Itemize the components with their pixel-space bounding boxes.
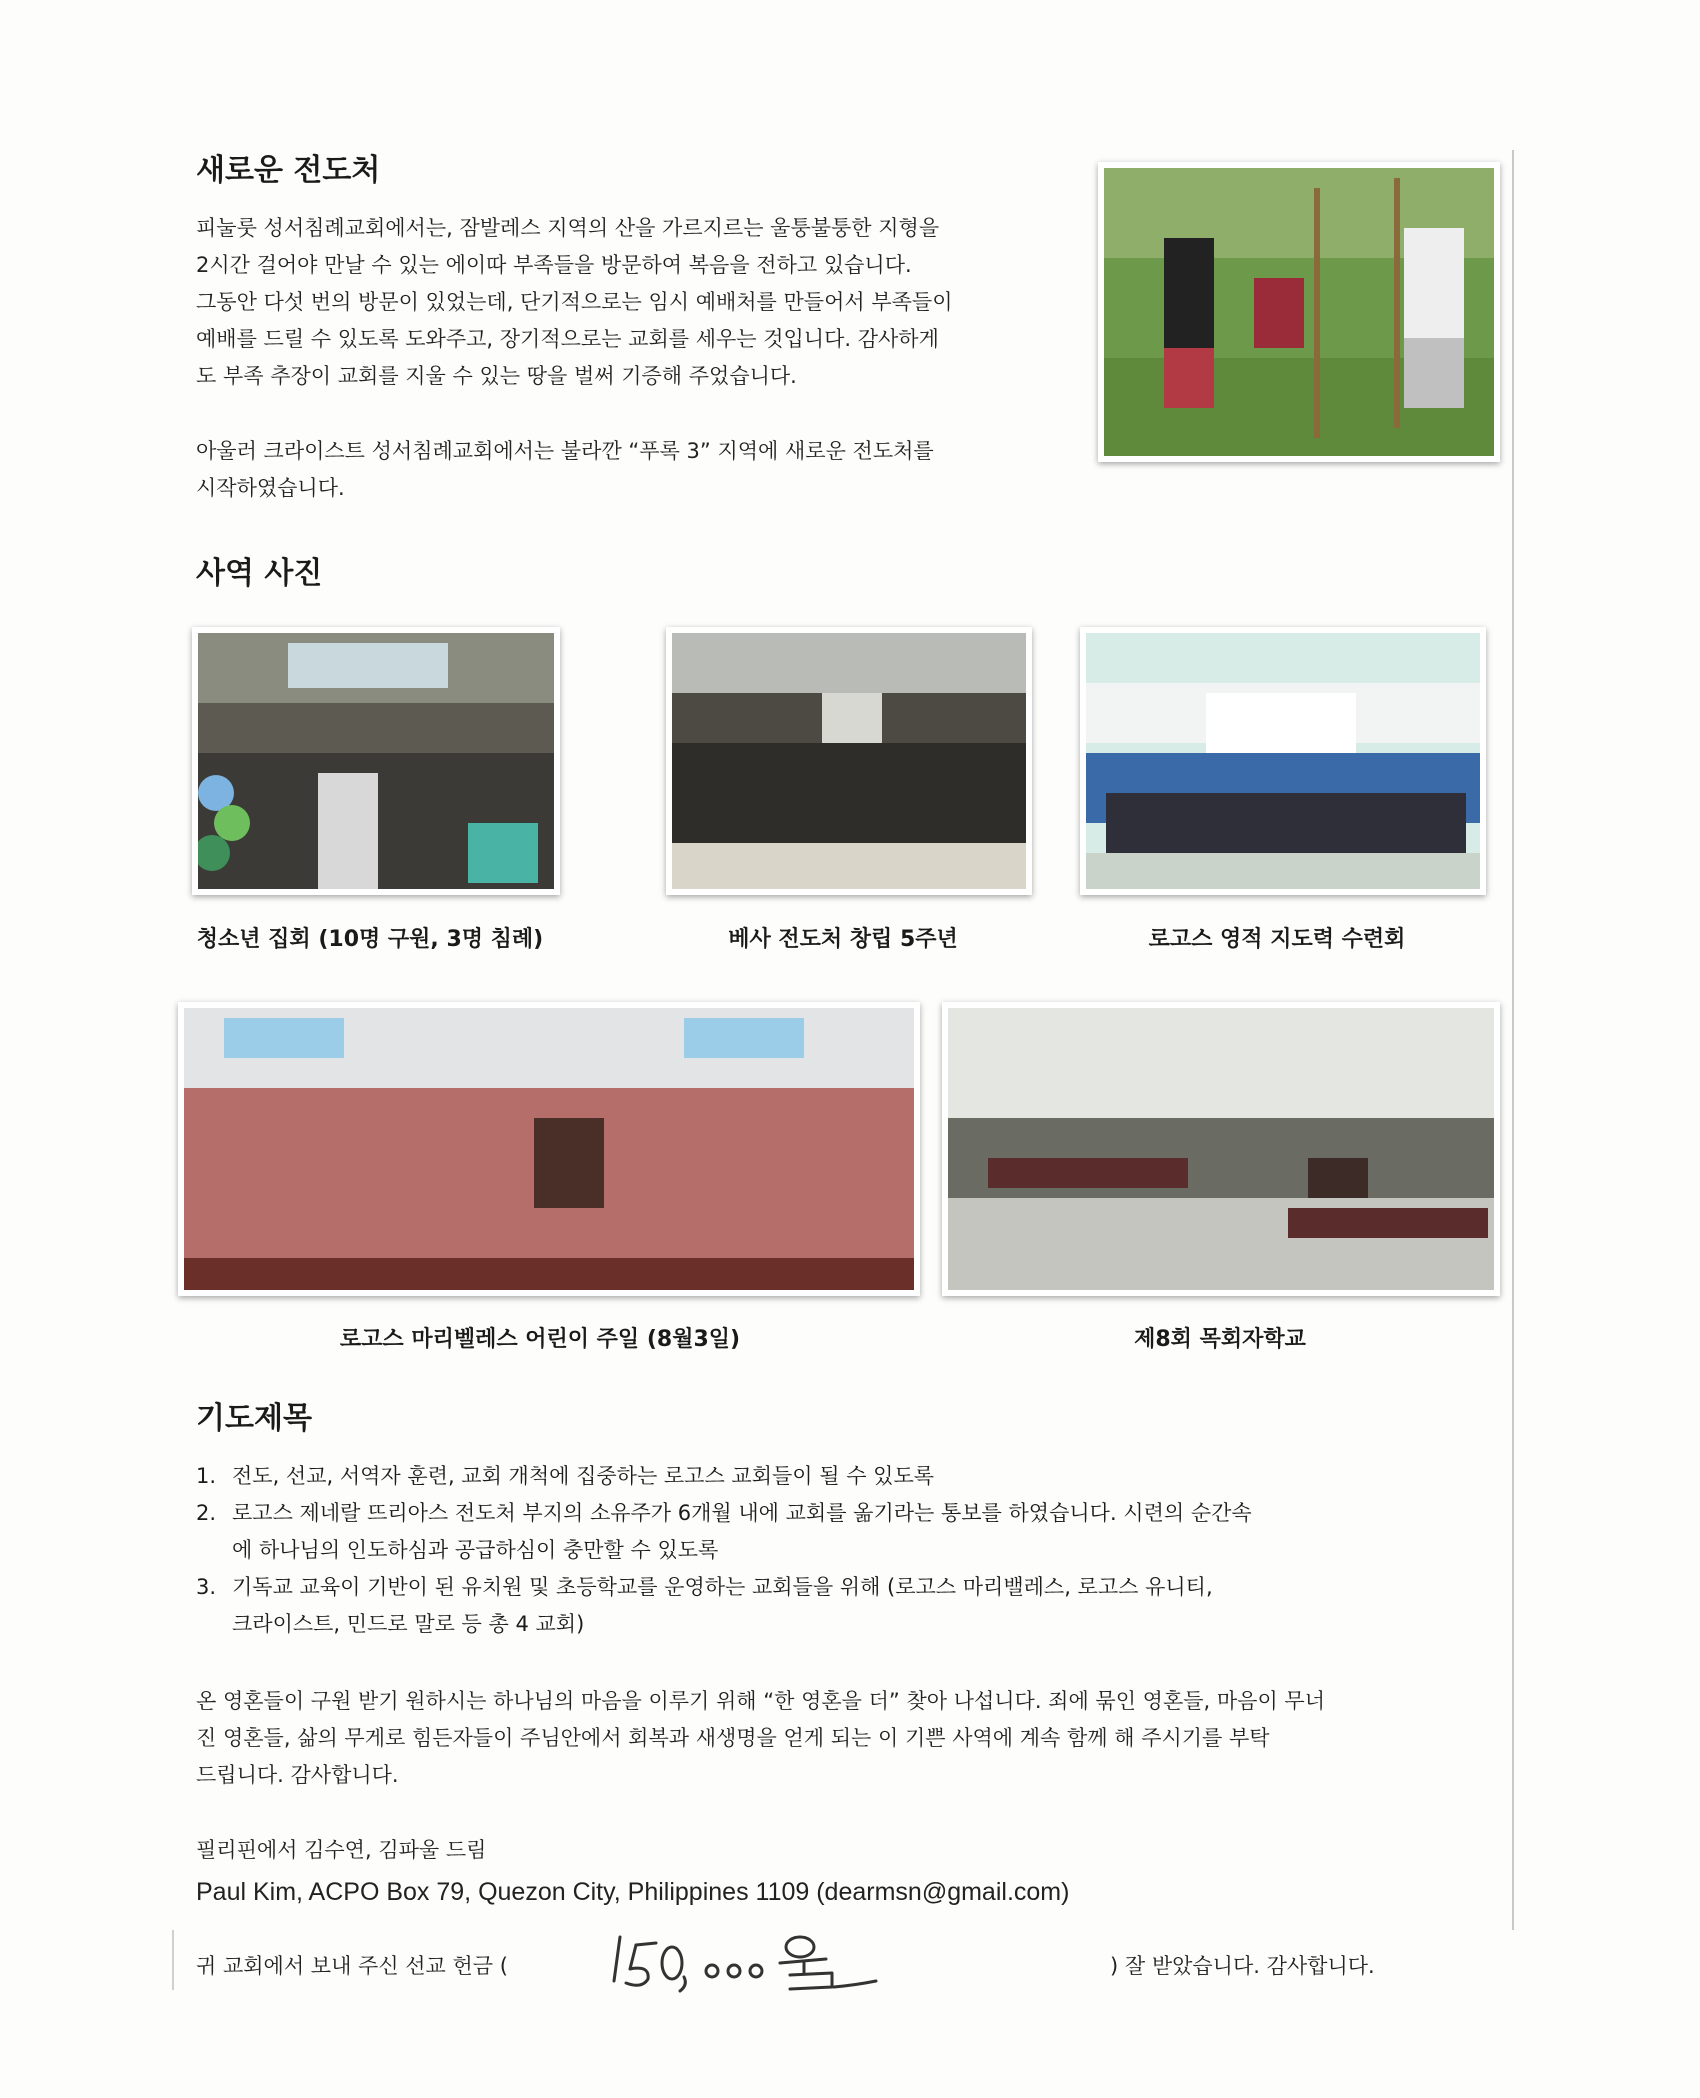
caption-besa-anniversary: 베사 전도처 창립 5주년 <box>728 927 958 952</box>
text-line: 도 부족 추장이 교회를 지울 수 있는 땅을 벌써 기증해 주었습니다. <box>196 364 797 388</box>
prayer-item <box>196 1569 1436 1643</box>
section-title-prayer: 기도제목 <box>196 1401 312 1436</box>
new-mission-paragraph-1 <box>196 210 1076 395</box>
text-line: 2시간 걸어야 만날 수 있는 에이따 부족들을 방문하여 복음을 전하고 있습니다. <box>196 253 912 277</box>
caption-youth-rally: 청소년 집회 (10명 구원, 3명 침례) <box>196 927 544 952</box>
photo-youth-rally <box>192 627 560 895</box>
contact-address: Paul Kim, ACPO Box 79, Quezon City, Philippines 1109 (dearmsn@gmail.com) <box>196 1878 1070 1906</box>
prayer-number: 1. <box>196 1464 217 1488</box>
closing-paragraph <box>196 1683 1496 1794</box>
photo-leadership-retreat <box>1080 627 1486 895</box>
prayer-text: 로고스 제네랄 뜨리아스 전도처 부지의 소유주가 6개월 내에 교회를 옮기라는 통보를 하였습니다. 시련의 순간속 에 하나님의 인도하심과 공급하심이 충만할 수 있도록 <box>232 1501 1252 1562</box>
photo-tribe-land-digging <box>1098 162 1500 462</box>
photo-children-sunday <box>178 1002 920 1296</box>
text-line: 피눌룻 성서침례교회에서는, 잠발레스 지역의 산을 가르지르는 울퉁불퉁한 지형을 <box>196 216 940 240</box>
caption-children-sunday: 로고스 마리벨레스 어린이 주일 (8월3일) <box>339 1327 741 1352</box>
new-mission-paragraph-2 <box>196 433 1076 507</box>
caption-leadership-retreat: 로고스 영적 지도력 수련회 <box>1148 927 1406 952</box>
prayer-text: 기독교 교육이 기반이 된 유치원 및 초등학교를 운영하는 교회들을 위해 (로고스 마리밸레스, 로고스 유니티, 크라이스트, 민드로 말로 등 총 4 교회) <box>232 1575 1213 1636</box>
section-title-ministry-photos: 사역 사진 <box>196 556 323 591</box>
prayer-number: 3. <box>196 1575 217 1599</box>
text-line: 진 영혼들, 삶의 무게로 힘든자들이 주님안에서 회복과 새생명을 얻게 되는 이 기쁜 사역에 계속 함께 해 주시기를 부탁 <box>196 1726 1270 1750</box>
receipt-prefix: 귀 교회에서 보내 주신 선교 헌금 ( <box>196 1954 508 1978</box>
photo-pastors-school <box>942 1002 1500 1296</box>
text-line: 시작하였습니다. <box>196 476 345 500</box>
prayer-text: 전도, 선교, 서역자 훈련, 교회 개척에 집중하는 로고스 교회들이 될 수 있도록 <box>232 1464 935 1488</box>
text-line: 그동안 다섯 번의 방문이 있었는데, 단기적으로는 임시 예배처를 만들어서 부족들이 <box>196 290 953 314</box>
prayer-item <box>196 1495 1436 1569</box>
prayer-item <box>196 1458 1436 1495</box>
section-title-new-mission: 새로운 전도처 <box>196 153 381 188</box>
text-line: 드립니다. 감사합니다. <box>196 1763 399 1787</box>
handwritten-amount <box>612 1925 942 1995</box>
right-margin-line <box>1512 150 1514 1930</box>
text-line: 예배를 드릴 수 있도록 도와주고, 장기적으로는 교회를 세우는 것입니다. 감사하게 <box>196 327 939 351</box>
caption-pastors-school: 제8회 목회자학교 <box>1134 1327 1306 1352</box>
text-line: 아울러 크라이스트 성서침례교회에서는 불라깐 “푸록 3” 지역에 새로운 전도처를 <box>196 439 934 463</box>
left-margin-line <box>172 1930 174 1990</box>
signature: 필리핀에서 김수연, 김파울 드림 <box>196 1838 487 1862</box>
prayer-list <box>196 1458 1436 1643</box>
photo-besa-anniversary <box>666 627 1032 895</box>
prayer-number: 2. <box>196 1501 217 1525</box>
text-line: 온 영혼들이 구원 받기 원하시는 하나님의 마음을 이루기 위해 “한 영혼을 더” 찾아 나섭니다. 죄에 묶인 영혼들, 마음이 무너 <box>196 1689 1325 1713</box>
receipt-suffix: ) 잘 받았습니다. 감사합니다. <box>1110 1954 1375 1978</box>
